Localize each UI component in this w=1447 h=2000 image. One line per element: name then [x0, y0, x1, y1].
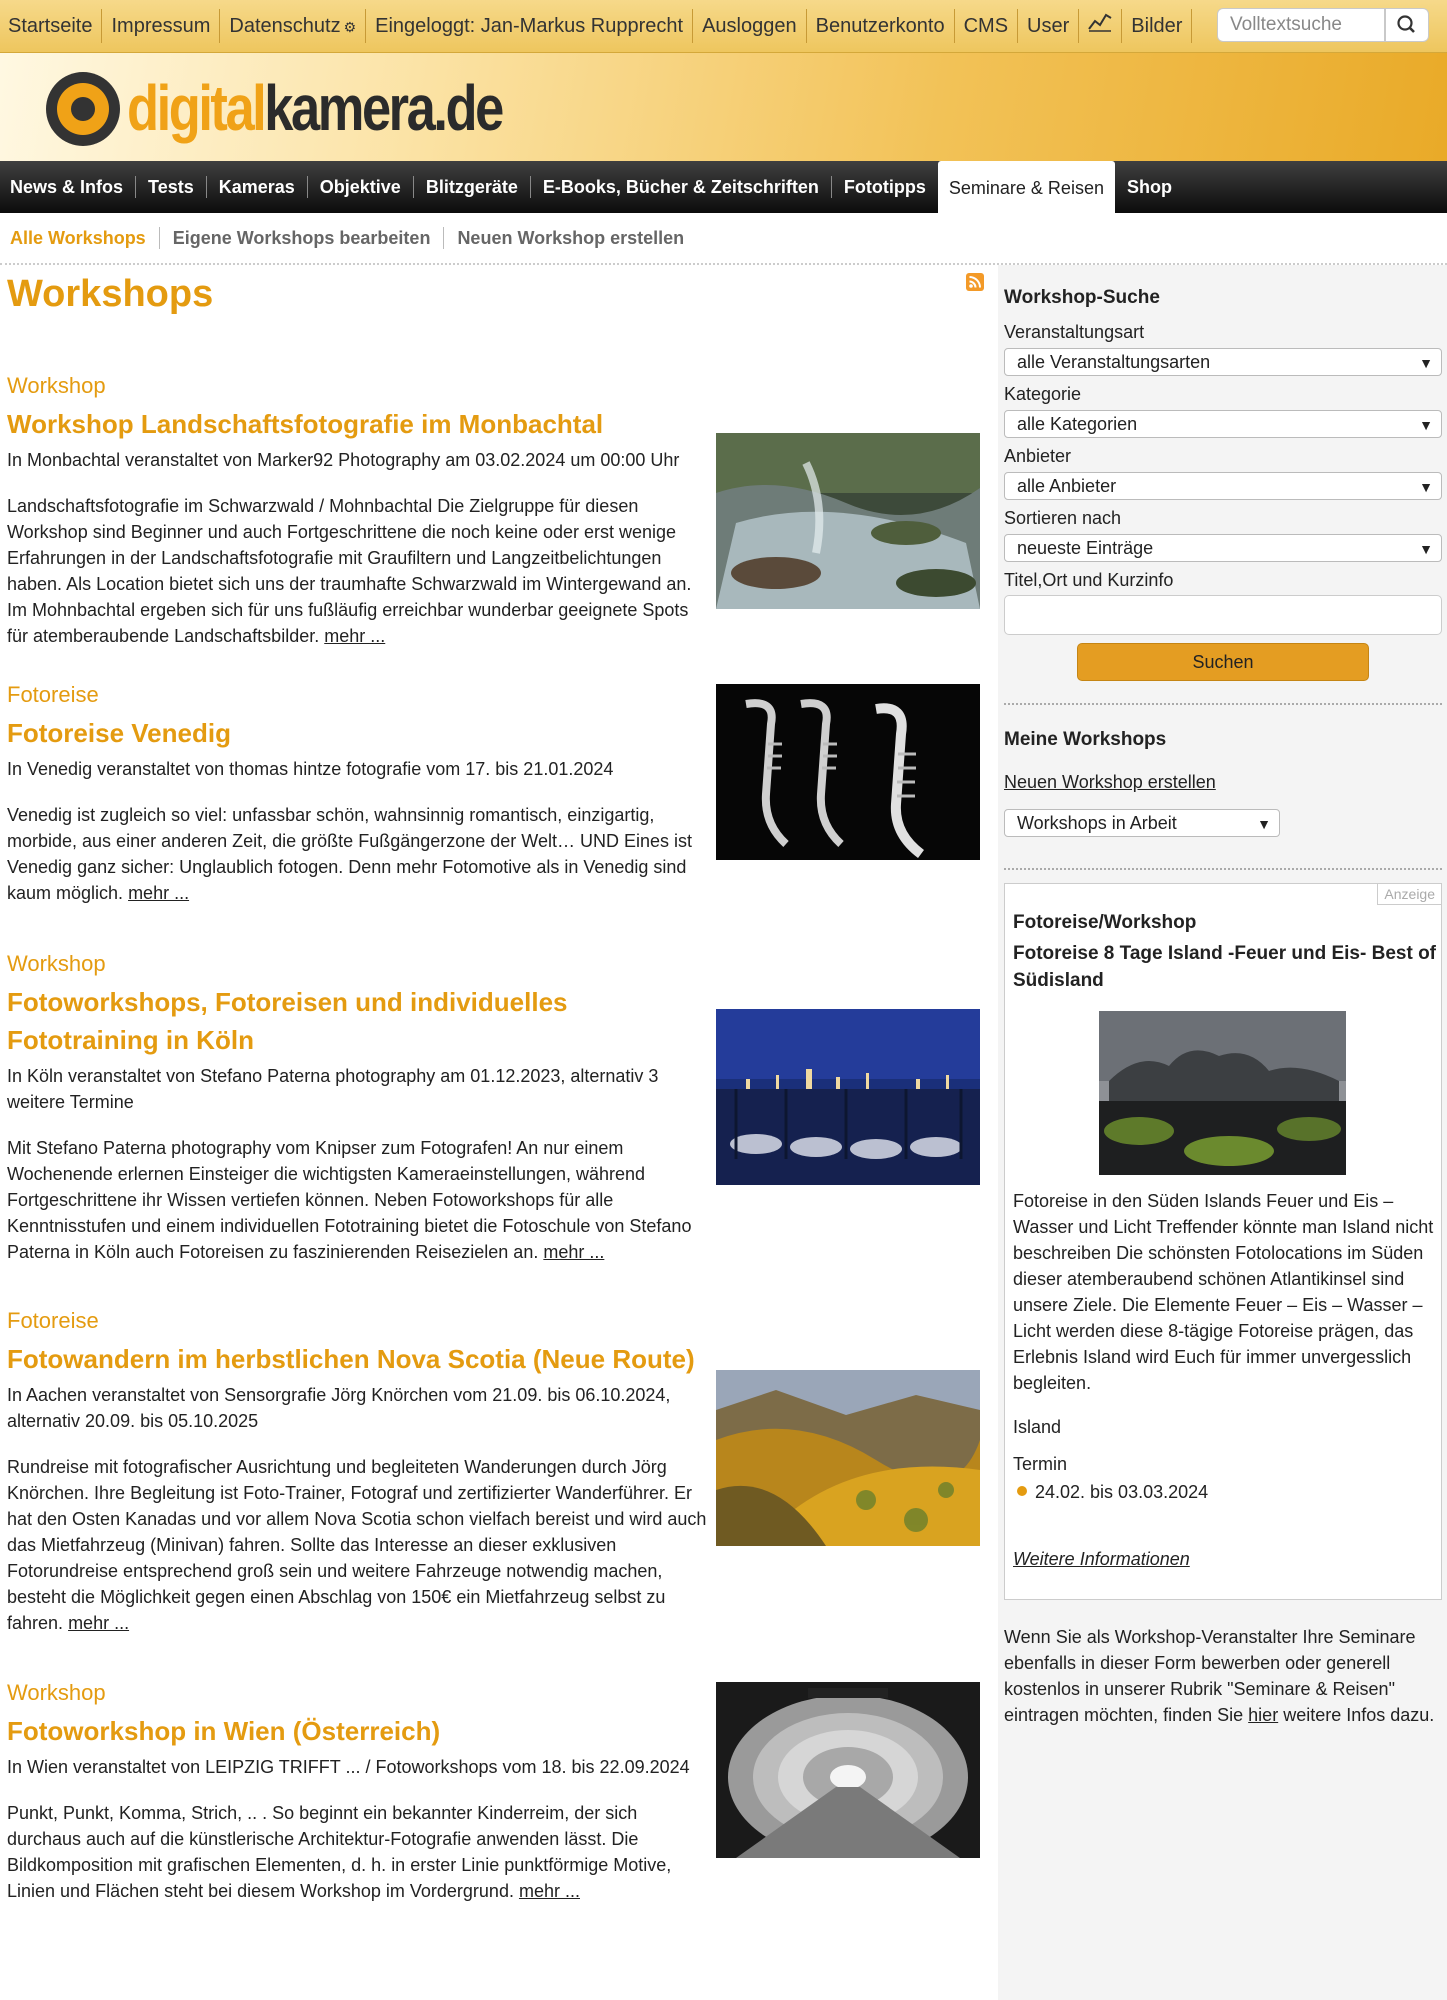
entry-category: Workshop: [7, 373, 106, 398]
label-kategorie: Kategorie: [1004, 384, 1082, 404]
entry-description-text: Punkt, Punkt, Komma, Strich, .. . So beginnt ein bekannter Kinderreim, der sich durchaus auch auf die künstlerische Architektur-Fotografie anwenden lässt. Die Bildkomposition mit grafischen Elementen, d. h. in erster Linie punktförmige Motive, Linien und Flächen steht bei diesem Workshop im Vordergrund.: [7, 1803, 672, 1901]
top-nav: [0, 8, 1192, 44]
label-anbieter: Anbieter: [1004, 446, 1072, 466]
sub-nav: [0, 213, 1447, 265]
select-veranstaltungsart[interactable]: [1004, 348, 1442, 376]
entry-image[interactable]: [716, 684, 980, 860]
nav-ebooks[interactable]: E-Books, Bücher & Zeitschriften: [531, 176, 832, 198]
stats-chart-icon[interactable]: [1079, 9, 1122, 43]
top-bar: [0, 0, 1447, 53]
nav-seminare-reisen[interactable]: Seminare & Reisen: [938, 161, 1115, 213]
workshop-entry: [7, 949, 992, 1265]
topnav-datenschutz[interactable]: [220, 9, 366, 43]
entry-meta: In Köln veranstaltet von Stefano Paterna photography am 01.12.2023, alternativ 3 weitere Termine: [7, 1066, 659, 1112]
logo-part-digital: digital: [127, 72, 265, 144]
entry-meta: In Wien veranstaltet von LEIPZIG TRIFFT ... / Fotoworkshops vom 18. bis 22.09.2024: [7, 1757, 690, 1777]
entry-image[interactable]: [716, 433, 980, 609]
rss-icon[interactable]: [966, 273, 984, 291]
workshop-entry: [7, 1678, 992, 1904]
ad-termin-value: 24.02. bis 03.03.2024: [1035, 1482, 1209, 1502]
select-anbieter[interactable]: [1004, 472, 1442, 500]
site-header: [0, 53, 1447, 161]
divider: [1004, 703, 1442, 705]
nav-shop[interactable]: Shop: [1126, 177, 1172, 197]
chevron-down-icon: ▼: [1419, 541, 1433, 557]
entry-description-text: Mit Stefano Paterna photography vom Knipser zum Fotografen! An nur einem Wochenende erlernen Einsteiger die wichtigsten Kameraeinstellungen, während Fortgeschrittene ihr Wissen vertiefen können. Neben Fotoworkshops für alle Kenntnisstufen und einem individuellen Fototraining bietet die Fotoschule von Stefano Paterna in Köln auch Fotoreisen zu faszinierenden Reisezielen an.: [7, 1138, 692, 1262]
entry-description-text: Landschaftsfotografie im Schwarzwald / Mohnbachtal Die Zielgruppe für diesen Workshop sind Beginner und auch Fortgeschrittene die noch keine oder erst wenige Erfahrungen in der Landschaftsfotografie mit Graufiltern und Langzeitbelichtungen haben. Als Location bietet sich uns der traumhafte Schwarzwald im Wintergewand an. Im Mohnbachtal ergeben sich für uns fußläufig erreichbar wunderbar geeignete Spots für atemberaubende Landschaftsbilder.: [7, 496, 692, 646]
ad-termin: [1013, 1482, 1208, 1503]
organizer-info: [1004, 1624, 1442, 1728]
more-link[interactable]: mehr ...: [68, 1613, 130, 1633]
workshop-entry: [7, 680, 992, 906]
search-text-input[interactable]: [1004, 595, 1442, 635]
workshop-search-title: Workshop-Suche: [1004, 287, 1160, 308]
entry-description: [7, 802, 707, 906]
workshop-entry: [7, 371, 992, 649]
ad-title[interactable]: Fotoreise 8 Tage Island -Feuer und Eis- Best of Südisland: [1013, 943, 1437, 991]
logo-icon[interactable]: [44, 70, 122, 148]
site-logo[interactable]: [127, 71, 502, 145]
my-workshops-title: Meine Workshops: [1004, 729, 1167, 750]
topnav-bilder[interactable]: Bilder: [1122, 9, 1192, 43]
entry-description: [7, 1135, 707, 1265]
chevron-down-icon: ▼: [1419, 479, 1433, 495]
select-value: Workshops in Arbeit: [1017, 813, 1177, 833]
ad-category: Fotoreise/Workshop: [1013, 912, 1197, 933]
topnav-impressum[interactable]: Impressum: [102, 9, 220, 43]
search-button[interactable]: [1385, 8, 1429, 42]
entry-meta: In Monbachtal veranstaltet von Marker92 Photography am 03.02.2024 um 00:00 Uhr: [7, 450, 680, 470]
chevron-down-icon: ▼: [1419, 355, 1433, 371]
topnav-cms[interactable]: CMS: [955, 9, 1018, 43]
ad-more-info-link[interactable]: Weitere Informationen: [1013, 1549, 1190, 1569]
more-link[interactable]: mehr ...: [324, 626, 386, 646]
workshop-entry: [7, 1306, 992, 1636]
chevron-down-icon: ▼: [1257, 816, 1271, 832]
entry-title[interactable]: Fotoworkshop in Wien (Österreich): [7, 1716, 441, 1746]
entry-description-text: Venedig ist zugleich so viel: unfassbar schön, wahnsinnig romantisch, einzigartig, morbide, aus einer anderen Zeit, die größte Fußgängerzone der Welt… UND Eines ist Venedig ganz sicher: Unglaublich fotogen. Denn mehr Fotomotive als in Venedig sind kaum möglich.: [7, 805, 692, 903]
entry-category: Fotoreise: [7, 1308, 99, 1333]
nav-kameras[interactable]: Kameras: [207, 176, 308, 198]
gear-icon: ⚙: [343, 19, 357, 35]
label-sortieren: Sortieren nach: [1004, 508, 1122, 528]
entry-category: Workshop: [7, 1680, 106, 1705]
ad-place: Island: [1013, 1417, 1062, 1437]
select-value: neueste Einträge: [1017, 538, 1154, 558]
sidebar: [998, 265, 1447, 2000]
entry-description: [7, 1454, 707, 1636]
entry-title[interactable]: Workshop Landschaftsfotografie im Monbachtal: [7, 409, 604, 439]
topnav-startseite[interactable]: Startseite: [0, 9, 102, 43]
select-sortieren[interactable]: [1004, 534, 1442, 562]
info-text-after: weitere Infos dazu.: [1278, 1705, 1435, 1725]
subnav-all-workshops[interactable]: Alle Workshops: [0, 227, 160, 249]
topnav-user[interactable]: User: [1018, 9, 1079, 43]
page-title: Workshops: [7, 273, 214, 315]
more-link[interactable]: mehr ...: [128, 883, 190, 903]
select-value: alle Anbieter: [1017, 476, 1117, 496]
ad-image[interactable]: [1099, 1011, 1346, 1175]
subnav-edit-workshops[interactable]: Eigene Workshops bearbeiten: [160, 227, 445, 249]
entry-description-text: Rundreise mit fotografischer Ausrichtung und begleiteten Wanderungen durch Jörg Knörchen. Ihre Begleitung ist Foto-Trainer, Fotograf und zertifizierter Wanderführer. Er hat den Osten Kanadas und vor allem Nova Scotia schon vielfach bereist und wird auch das Mietfahrzeug (Minivan) fahren. Sollte das Interesse an dieser exklusiven Fotorundreise entsprechend groß sein und weitere Fahrzeuge notwendig machen, besteht die Möglichkeit gegen einen Abschlag von 150€ ein Mietfahrzeug selbst zu fahren.: [7, 1457, 707, 1633]
entry-image[interactable]: [716, 1682, 980, 1858]
entry-category: Workshop: [7, 951, 106, 976]
bullet-icon: [1017, 1486, 1027, 1496]
select-kategorie[interactable]: [1004, 410, 1442, 438]
ad-box: [1004, 883, 1442, 1600]
entry-category: Fotoreise: [7, 682, 99, 707]
entry-image[interactable]: [716, 1009, 980, 1185]
ad-text: Fotoreise in den Süden Islands Feuer und Eis – Wasser und Licht Treffender könnte man Island nicht beschreiben Die schönsten Fotolocations im Süden dieser atemberaubend schönen Atlantikinsel sind unsere Ziele. Die Elemente Feuer – Eis – Wasser – Licht werden diese 8-tägige Fotoreise prägen, das Erlebnis Island wird Euch für immer unvergesslich begleiten.: [1013, 1191, 1434, 1393]
main-nav: [0, 161, 1447, 213]
topnav-account[interactable]: Benutzerkonto: [807, 9, 955, 43]
ad-termin-label: Termin: [1013, 1454, 1068, 1474]
entry-meta: In Aachen veranstaltet von Sensorgrafie Jörg Knörchen vom 21.09. bis 06.10.2024, alternativ 20.09. bis 05.10.2025: [7, 1385, 671, 1431]
select-workshops-in-arbeit[interactable]: [1004, 809, 1280, 837]
entry-title[interactable]: Fotoworkshops, Fotoreisen und individuelles Fototraining in Köln: [7, 987, 568, 1055]
entry-meta: In Venedig veranstaltet von thomas hintze fotografie vom 17. bis 21.01.2024: [7, 759, 614, 779]
create-workshop-link[interactable]: Neuen Workshop erstellen: [1004, 772, 1216, 792]
logo-part-kamera: kamera.de: [264, 72, 502, 144]
info-here-link[interactable]: hier: [1248, 1705, 1279, 1725]
chevron-down-icon: ▼: [1419, 417, 1433, 433]
info-text-before: Wenn Sie als Workshop-Veranstalter Ihre Seminare ebenfalls in dieser Form bewerben oder generell kostenlos in unserer Rubrik "Seminare & Reisen" eintragen möchten, finden Sie: [1004, 1627, 1416, 1725]
select-value: alle Kategorien: [1017, 414, 1138, 434]
entry-description: [7, 1800, 707, 1904]
entry-description: [7, 493, 707, 649]
nav-tests[interactable]: Tests: [136, 176, 207, 198]
main-content: [0, 265, 998, 2000]
topnav-logged-in[interactable]: Eingeloggt: Jan-Markus Rupprecht: [366, 9, 693, 43]
entry-title[interactable]: Fotowandern im herbstlichen Nova Scotia (Neue Route): [7, 1344, 695, 1374]
search-input[interactable]: Volltextsuche: [1217, 8, 1385, 42]
search-icon: [1386, 9, 1428, 41]
topnav-logout[interactable]: Ausloggen: [693, 9, 807, 43]
entry-image[interactable]: [716, 1370, 980, 1546]
more-link[interactable]: mehr ...: [543, 1242, 605, 1262]
nav-news[interactable]: News & Infos: [0, 176, 136, 198]
nav-objektive[interactable]: Objektive: [308, 176, 414, 198]
entry-title[interactable]: Fotoreise Venedig: [7, 718, 231, 748]
select-value: alle Veranstaltungsarten: [1017, 352, 1211, 372]
divider: [1004, 868, 1442, 870]
nav-fototipps[interactable]: Fototipps: [843, 177, 926, 197]
subnav-new-workshop[interactable]: Neuen Workshop erstellen: [457, 228, 685, 248]
nav-blitzgeraete[interactable]: Blitzgeräte: [414, 176, 531, 198]
more-link[interactable]: mehr ...: [518, 1881, 580, 1901]
topnav-datenschutz-label: Datenschutz: [229, 15, 341, 37]
submit-search-button[interactable]: Suchen: [1077, 643, 1369, 681]
label-titel-ort: Titel,Ort und Kurzinfo: [1004, 570, 1174, 590]
label-veranstaltungsart: Veranstaltungsart: [1004, 322, 1145, 342]
ad-label: Anzeige: [1377, 884, 1441, 905]
